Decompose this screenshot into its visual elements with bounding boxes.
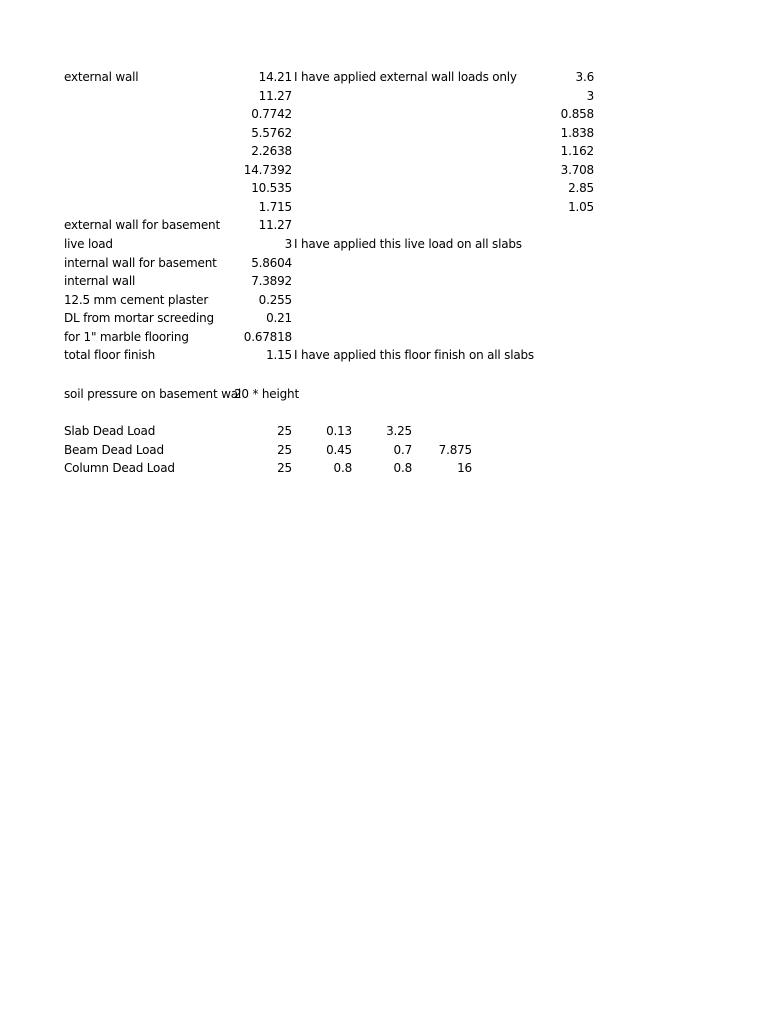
- load-value-cell[interactable]: 0.67818: [243, 329, 292, 344]
- load-note-cell[interactable]: I have applied this floor finish on all slabs: [294, 348, 534, 363]
- dead-load-result-cell[interactable]: 7.875: [438, 442, 472, 457]
- load-label-cell[interactable]: 12.5 mm cement plaster: [64, 292, 209, 307]
- dead-load-dim2-cell[interactable]: 0.7: [393, 442, 412, 457]
- load-value-cell[interactable]: 14.7392: [243, 162, 292, 177]
- dead-load-label-cell[interactable]: Beam Dead Load: [64, 442, 164, 457]
- load-value-cell[interactable]: 11.27: [258, 218, 292, 233]
- dead-load-label-cell[interactable]: Slab Dead Load: [64, 424, 156, 438]
- load-value-cell[interactable]: 1.15: [266, 348, 292, 363]
- dead-load-density-cell[interactable]: 25: [277, 442, 292, 457]
- load-value-cell[interactable]: 0.21: [266, 311, 292, 326]
- load-value-cell[interactable]: 0.255: [258, 292, 292, 307]
- load-label-cell[interactable]: DL from mortar screeding: [64, 311, 214, 326]
- soil-pressure-formula[interactable]: 20 * height: [234, 387, 299, 401]
- load-label-cell[interactable]: live load: [64, 237, 113, 251]
- dead-load-dim1-cell[interactable]: 0.45: [326, 442, 352, 457]
- load-value-cell[interactable]: 10.535: [251, 181, 292, 196]
- dead-load-result-cell[interactable]: 16: [457, 461, 472, 476]
- load-label-cell[interactable]: external wall for basement: [64, 218, 220, 233]
- load-value-cell[interactable]: 1.715: [258, 199, 292, 214]
- load-right-value-cell[interactable]: 1.162: [560, 144, 594, 159]
- load-right-value-cell[interactable]: 3.6: [575, 70, 594, 84]
- soil-pressure-label[interactable]: soil pressure on basement wal: [64, 387, 241, 401]
- load-value-cell[interactable]: 7.3892: [251, 274, 292, 289]
- load-right-value-cell[interactable]: 2.85: [568, 181, 594, 196]
- dead-load-dim2-cell[interactable]: 3.25: [386, 424, 412, 438]
- load-label-cell[interactable]: internal wall for basement: [64, 255, 217, 270]
- load-value-cell[interactable]: 11.27: [258, 88, 292, 103]
- load-label-cell[interactable]: total floor finish: [64, 348, 155, 363]
- load-label-cell[interactable]: for 1" marble flooring: [64, 329, 189, 344]
- load-right-value-cell[interactable]: 1.838: [560, 125, 594, 140]
- load-note-cell[interactable]: I have applied this live load on all slabs: [294, 237, 522, 251]
- load-right-value-cell[interactable]: 1.05: [568, 199, 594, 214]
- load-value-cell[interactable]: 14.21: [258, 70, 292, 84]
- dead-load-density-cell[interactable]: 25: [277, 424, 292, 438]
- load-right-value-cell[interactable]: 3: [586, 88, 594, 103]
- dead-load-dim1-cell[interactable]: 0.13: [326, 424, 352, 438]
- load-label-cell[interactable]: internal wall: [64, 274, 136, 289]
- load-value-cell[interactable]: 5.8604: [251, 255, 292, 270]
- load-right-value-cell[interactable]: 3.708: [560, 162, 594, 177]
- load-label-cell[interactable]: external wall: [64, 70, 139, 84]
- load-note-cell[interactable]: I have applied external wall loads only: [294, 70, 517, 84]
- dead-load-dim2-cell[interactable]: 0.8: [393, 461, 412, 476]
- dead-load-density-cell[interactable]: 25: [277, 461, 292, 476]
- dead-load-dim1-cell[interactable]: 0.8: [333, 461, 352, 476]
- load-right-value-cell[interactable]: 0.858: [560, 107, 594, 122]
- load-value-cell[interactable]: 3: [284, 237, 292, 251]
- dead-load-label-cell[interactable]: Column Dead Load: [64, 461, 175, 476]
- load-value-cell[interactable]: 0.7742: [251, 107, 292, 122]
- load-value-cell[interactable]: 2.2638: [251, 144, 292, 159]
- load-value-cell[interactable]: 5.5762: [251, 125, 292, 140]
